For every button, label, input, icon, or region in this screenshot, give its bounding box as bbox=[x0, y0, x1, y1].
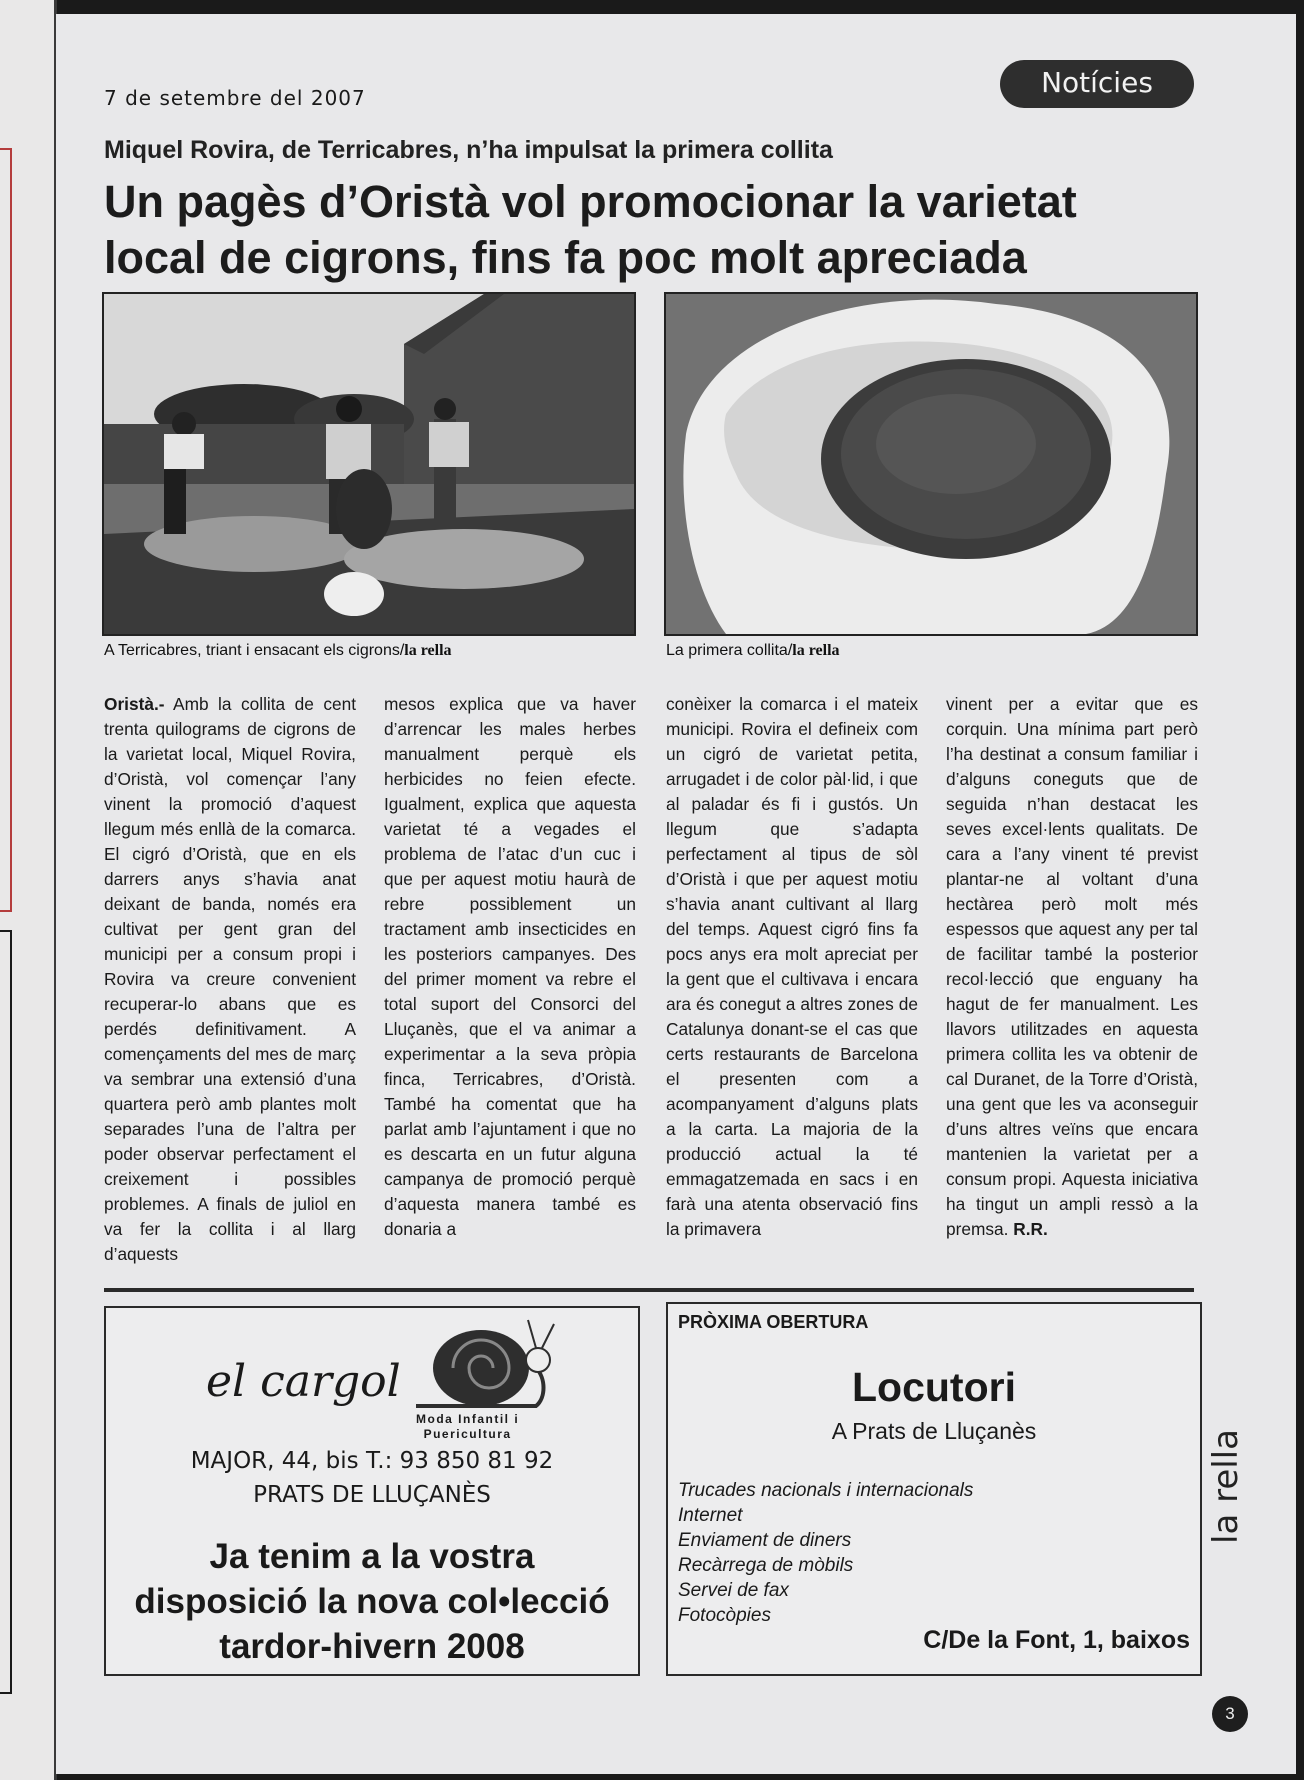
promo-line: Ja tenim a la vostra bbox=[209, 1537, 535, 1576]
shop-promo bbox=[106, 1534, 638, 1669]
previous-page-edge bbox=[0, 0, 57, 1780]
page-number: 3 bbox=[1212, 1696, 1248, 1732]
article-column-4 bbox=[946, 692, 1198, 1242]
shop-address: MAJOR, 44, bis T.: 93 850 81 92 bbox=[190, 1448, 554, 1474]
newspaper-page bbox=[56, 14, 1296, 1774]
photo-credit: la rella bbox=[792, 642, 840, 659]
section-tab: Notícies bbox=[1000, 60, 1194, 108]
article-column-3 bbox=[666, 692, 918, 1242]
promo-line: tardor-hivern 2008 bbox=[219, 1627, 525, 1666]
caption-text: La primera collita/ bbox=[666, 642, 793, 659]
locutori-title: Locutori bbox=[852, 1364, 1016, 1410]
service-item: Trucades nacionals i internacionals bbox=[678, 1480, 974, 1501]
opening-label: PRÒXIMA OBERTURA bbox=[678, 1312, 869, 1332]
photo-credit: la rella bbox=[404, 642, 452, 659]
tagline-line: Moda Infantil i bbox=[416, 1412, 520, 1426]
article-subhead: Miquel Rovira, de Terricabres, n’ha impulsat la primera collita bbox=[104, 136, 833, 164]
headline-line: Un pagès d’Oristà vol promocionar la varietat bbox=[104, 176, 1077, 227]
tagline-line: Puericultura bbox=[423, 1427, 512, 1441]
previous-page-frame bbox=[0, 930, 12, 1694]
column-text: mesos explica que va haver d’arrencar les males herbes manualment perquè els herbicides no feien efecte. Igualment, explica que aquesta varietat té a vegades el problema de l’atac d’un cuc i que per aquest motiu haurà de rebre possiblement un tractament amb insecticides en les posteriors campanyes. Des del primer moment va rebre el total suport del Consorci del Lluçanès, que el va animar a experimentar a la seva pròpia finca, Terricabres, d’Oristà. També ha comentat que ha parlat amb l’ajuntament i que no es descarta en un futur alguna campanya de promoció perquè d’aquesta manera també es donaria a bbox=[384, 694, 636, 1239]
service-item: Servei de fax bbox=[678, 1580, 789, 1601]
column-text: conèixer la comarca i el mateix municipi. Rovira el defineix com un cigró de varietat petita, arrugadet i de color pàl·lid, i que al paladar és fi i gustós. Un llegum que s’adapta perfectament al tipus de sòl d’Oristà i que per aquest motiu s’havia anant cultivant al llarg del temps. Aquest cigró fins fa pocs anys era molt apreciat per la gent que el cultivava i encara ara és conegut a altres zones de Catalunya donant-se el cas que certs restaurants de Barcelona el presenten com a acompanyament d’alguns plats a la carta. La majoria de la producció actual la té emmagatzemada en sacs i en farà una atenta observació fins la primavera bbox=[666, 694, 918, 1239]
headline-line: local de cigrons, fins fa poc molt apreciada bbox=[104, 232, 1027, 283]
services-list bbox=[678, 1478, 973, 1628]
locutori-place: A Prats de Lluçanès bbox=[831, 1418, 1037, 1444]
shop-tagline bbox=[416, 1412, 519, 1442]
article-column-1 bbox=[104, 692, 356, 1267]
issue-date: 7 de setembre del 2007 bbox=[104, 86, 366, 110]
locutori-address: C/De la Font, 1, baixos bbox=[923, 1626, 1190, 1654]
promo-line: disposició la nova col•lecció bbox=[134, 1582, 610, 1621]
shop-town: PRATS DE LLUÇANÈS bbox=[253, 1482, 491, 1508]
service-item: Enviament de diners bbox=[678, 1530, 852, 1551]
snail-icon bbox=[396, 1308, 566, 1418]
ad-locutori bbox=[666, 1302, 1202, 1676]
publication-name: la rella bbox=[1206, 1429, 1246, 1544]
photo-caption bbox=[104, 642, 452, 660]
photo-sorting-chickpeas bbox=[102, 292, 636, 636]
section-divider bbox=[104, 1288, 1194, 1292]
author-initials: R.R. bbox=[1013, 1219, 1048, 1239]
dateline: Oristà.- bbox=[104, 694, 165, 714]
article-headline bbox=[104, 174, 1104, 286]
column-text: Amb la collita de cent trenta quilograms de cigrons de la varietat local, Miquel Rovira, d’Oristà, vol començar l’any vinent la promoció d’aquest llegum més enllà de la comarca. El cigró d’Oristà, que en els darrers anys s’havia anat deixant de banda, només era cultivat per gent gran del municipi per a consum propi i Rovira va creure convenient recuperar-lo abans que es perdés definitivament. A començaments del mes de març va sembrar una extensió d’una quartera però amb plantes molt separades l’una de l’altra per poder observar perfectament el creixement i possibles problemes. A finals de juliol en va fer la collita i al llarg d’aquests bbox=[104, 694, 356, 1264]
shop-logo-text: el cargol bbox=[206, 1356, 401, 1407]
column-text: vinent per a evitar que es corquin. Una mínima part però l’ha destinat a consum familiar i d’alguns coneguts que de seguida n’han destacat les seves excel·lents qualitats. De cara a l’any vinent té previst plantar-ne al voltant d’una hectàrea però molt més espessos que aquest any per tal de facilitar també la posterior recol·lecció que enguany ha hagut de fer manualment. Les llavors utilitzades en aquesta primera collita les va obtenir de cal Duranet, de la Torre d’Oristà, una gent que les va aconseguir d’uns altres veïns que encara mantenien la varietat per a consum propi. Aquesta iniciativa ha tingut un ampli ressò a la premsa. bbox=[946, 694, 1198, 1239]
service-item: Fotocòpies bbox=[678, 1605, 771, 1626]
caption-text: A Terricabres, triant i ensacant els cigrons/ bbox=[104, 642, 405, 659]
service-item: Recàrrega de mòbils bbox=[678, 1555, 854, 1576]
photo-caption bbox=[666, 642, 840, 660]
ad-el-cargol bbox=[104, 1306, 640, 1676]
article-column-2 bbox=[384, 692, 636, 1242]
photo-chickpea-sack bbox=[664, 292, 1198, 636]
service-item: Internet bbox=[678, 1505, 743, 1526]
previous-page-frame bbox=[0, 148, 12, 912]
